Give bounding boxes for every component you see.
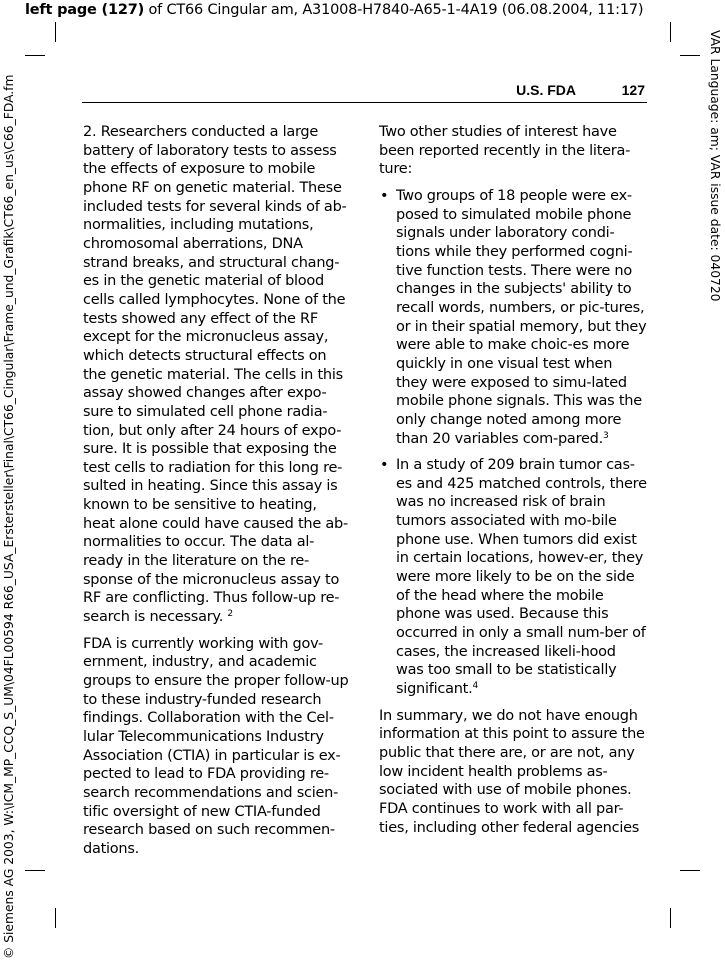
side-file-path: © Siemens AG 2003, W:\ICM_MP_CCQ_S_UM\04FL00594 R66_USA_Erstersteller\Final\CT66_Cingular\Frame_und_Grafik\CT66_en_us\C66_FDA.fm: [2, 74, 16, 959]
page-number: 127: [621, 82, 645, 98]
crop-mark-bottom-right-h: [680, 870, 700, 871]
list-item: • Two groups of 18 people were ex-posed to simulated mobile phone signals under laboratory condi-tions while they performed cogni-tive function tests. There were no changes in the subjects' ability to recall words, numbers, or pic-tures, or in their spatial memory, but they were able to make choic-es more quickly in one visual test when they were exposed to simu-lated mobile phone signals. This was the only change noted among more than 20 variables com-pared.$^3$: [380, 187, 647, 447]
right-column: [379, 123, 647, 845]
crop-mark-top-left-v: [55, 22, 56, 42]
paragraph-research-tests: 2. Researchers conducted a large battery of laboratory tests to assess the effects of exposure to mobile phone RF on genetic material. These included tests for several kinds of ab-normalities, including mutations, chromosomal aberrations, DNA strand breaks, and structural chang-es in the genetic material of blood cells called lymphocytes. None of the tests showed any effect of the RF except for the micronucleus assay, which detects structural effects on the genetic material. The cells in this assay showed changes after expo-sure to simulated cell phone radia-tion, but only after 24 hours of expo-sure. It is possible that exposing the test cells to radiation for this long re-sulted in heating. Since this assay is known to be sensitive to heating, heat alone could have caused the ab-normalities to occur. The data al-ready in the literature on the re-sponse of the micronucleus assay to RF are conflicting. Thus follow-up re-search is necessary. $^2$: [83, 124, 348, 626]
print-header-title: left page (127): [25, 2, 145, 18]
crop-mark-bottom-right-v: [670, 908, 671, 928]
crop-mark-top-right-h: [680, 55, 700, 56]
print-header: [25, 0, 725, 20]
crop-mark-top-right-v: [670, 22, 671, 42]
footnote-ref: 2: [227, 609, 233, 620]
studies-list: [379, 187, 647, 699]
print-header-details: of CT66 Cingular am, A31008-H7840-A65-1-4A19 (06.08.2004, 11:17): [144, 2, 644, 18]
footnote-ref: 3: [602, 430, 609, 441]
left-column: [83, 123, 351, 867]
list-item: • In a study of 209 brain tumor cas-es and 425 matched controls, there was no increased risk of brain tumors associated with mo-bile phone use. When tumors did exist in certain locations, howev-er, they were more likely to be on the side of the head where the mobile phone was used. Because this occurred in only a small num-ber of cases, the increased likeli-hood was too small to be statistically significant.$^4$: [380, 457, 647, 698]
running-head: [82, 80, 647, 103]
bullet-icon: •: [380, 457, 389, 474]
crop-mark-bottom-left-v: [55, 908, 56, 928]
footnote-ref: 4: [472, 681, 478, 692]
side-var-info: VAR Language: am; VAR issue date: 040720: [708, 30, 722, 302]
crop-mark-bottom-left-h: [25, 870, 45, 871]
bullet-icon: •: [380, 187, 389, 204]
crop-mark-top-left-h: [25, 55, 45, 56]
paragraph-other-studies: Two other studies of interest have been reported recently in the litera-ture:: [379, 124, 631, 178]
paragraph-fda-collaboration: FDA is currently working with gov-ernment, industry, and academic groups to ensure the proper follow-up to these industry-funded research findings. Collaboration with the Cel-lular Telecommunications Industry Association (CTIA) in particular is ex-pected to lead to FDA providing re-search recommendations and scien-tific oversight of new CTIA-funded research based on such recommen-dations.: [83, 635, 349, 857]
section-title: U.S. FDA: [516, 82, 576, 98]
paragraph-summary: In summary, we do not have enough information at this point to assure the public that there are, or are not, any low incident health problems as-sociated with use of mobile phones. FDA continues to work with all par-ties, including other federal agencies: [379, 707, 645, 836]
